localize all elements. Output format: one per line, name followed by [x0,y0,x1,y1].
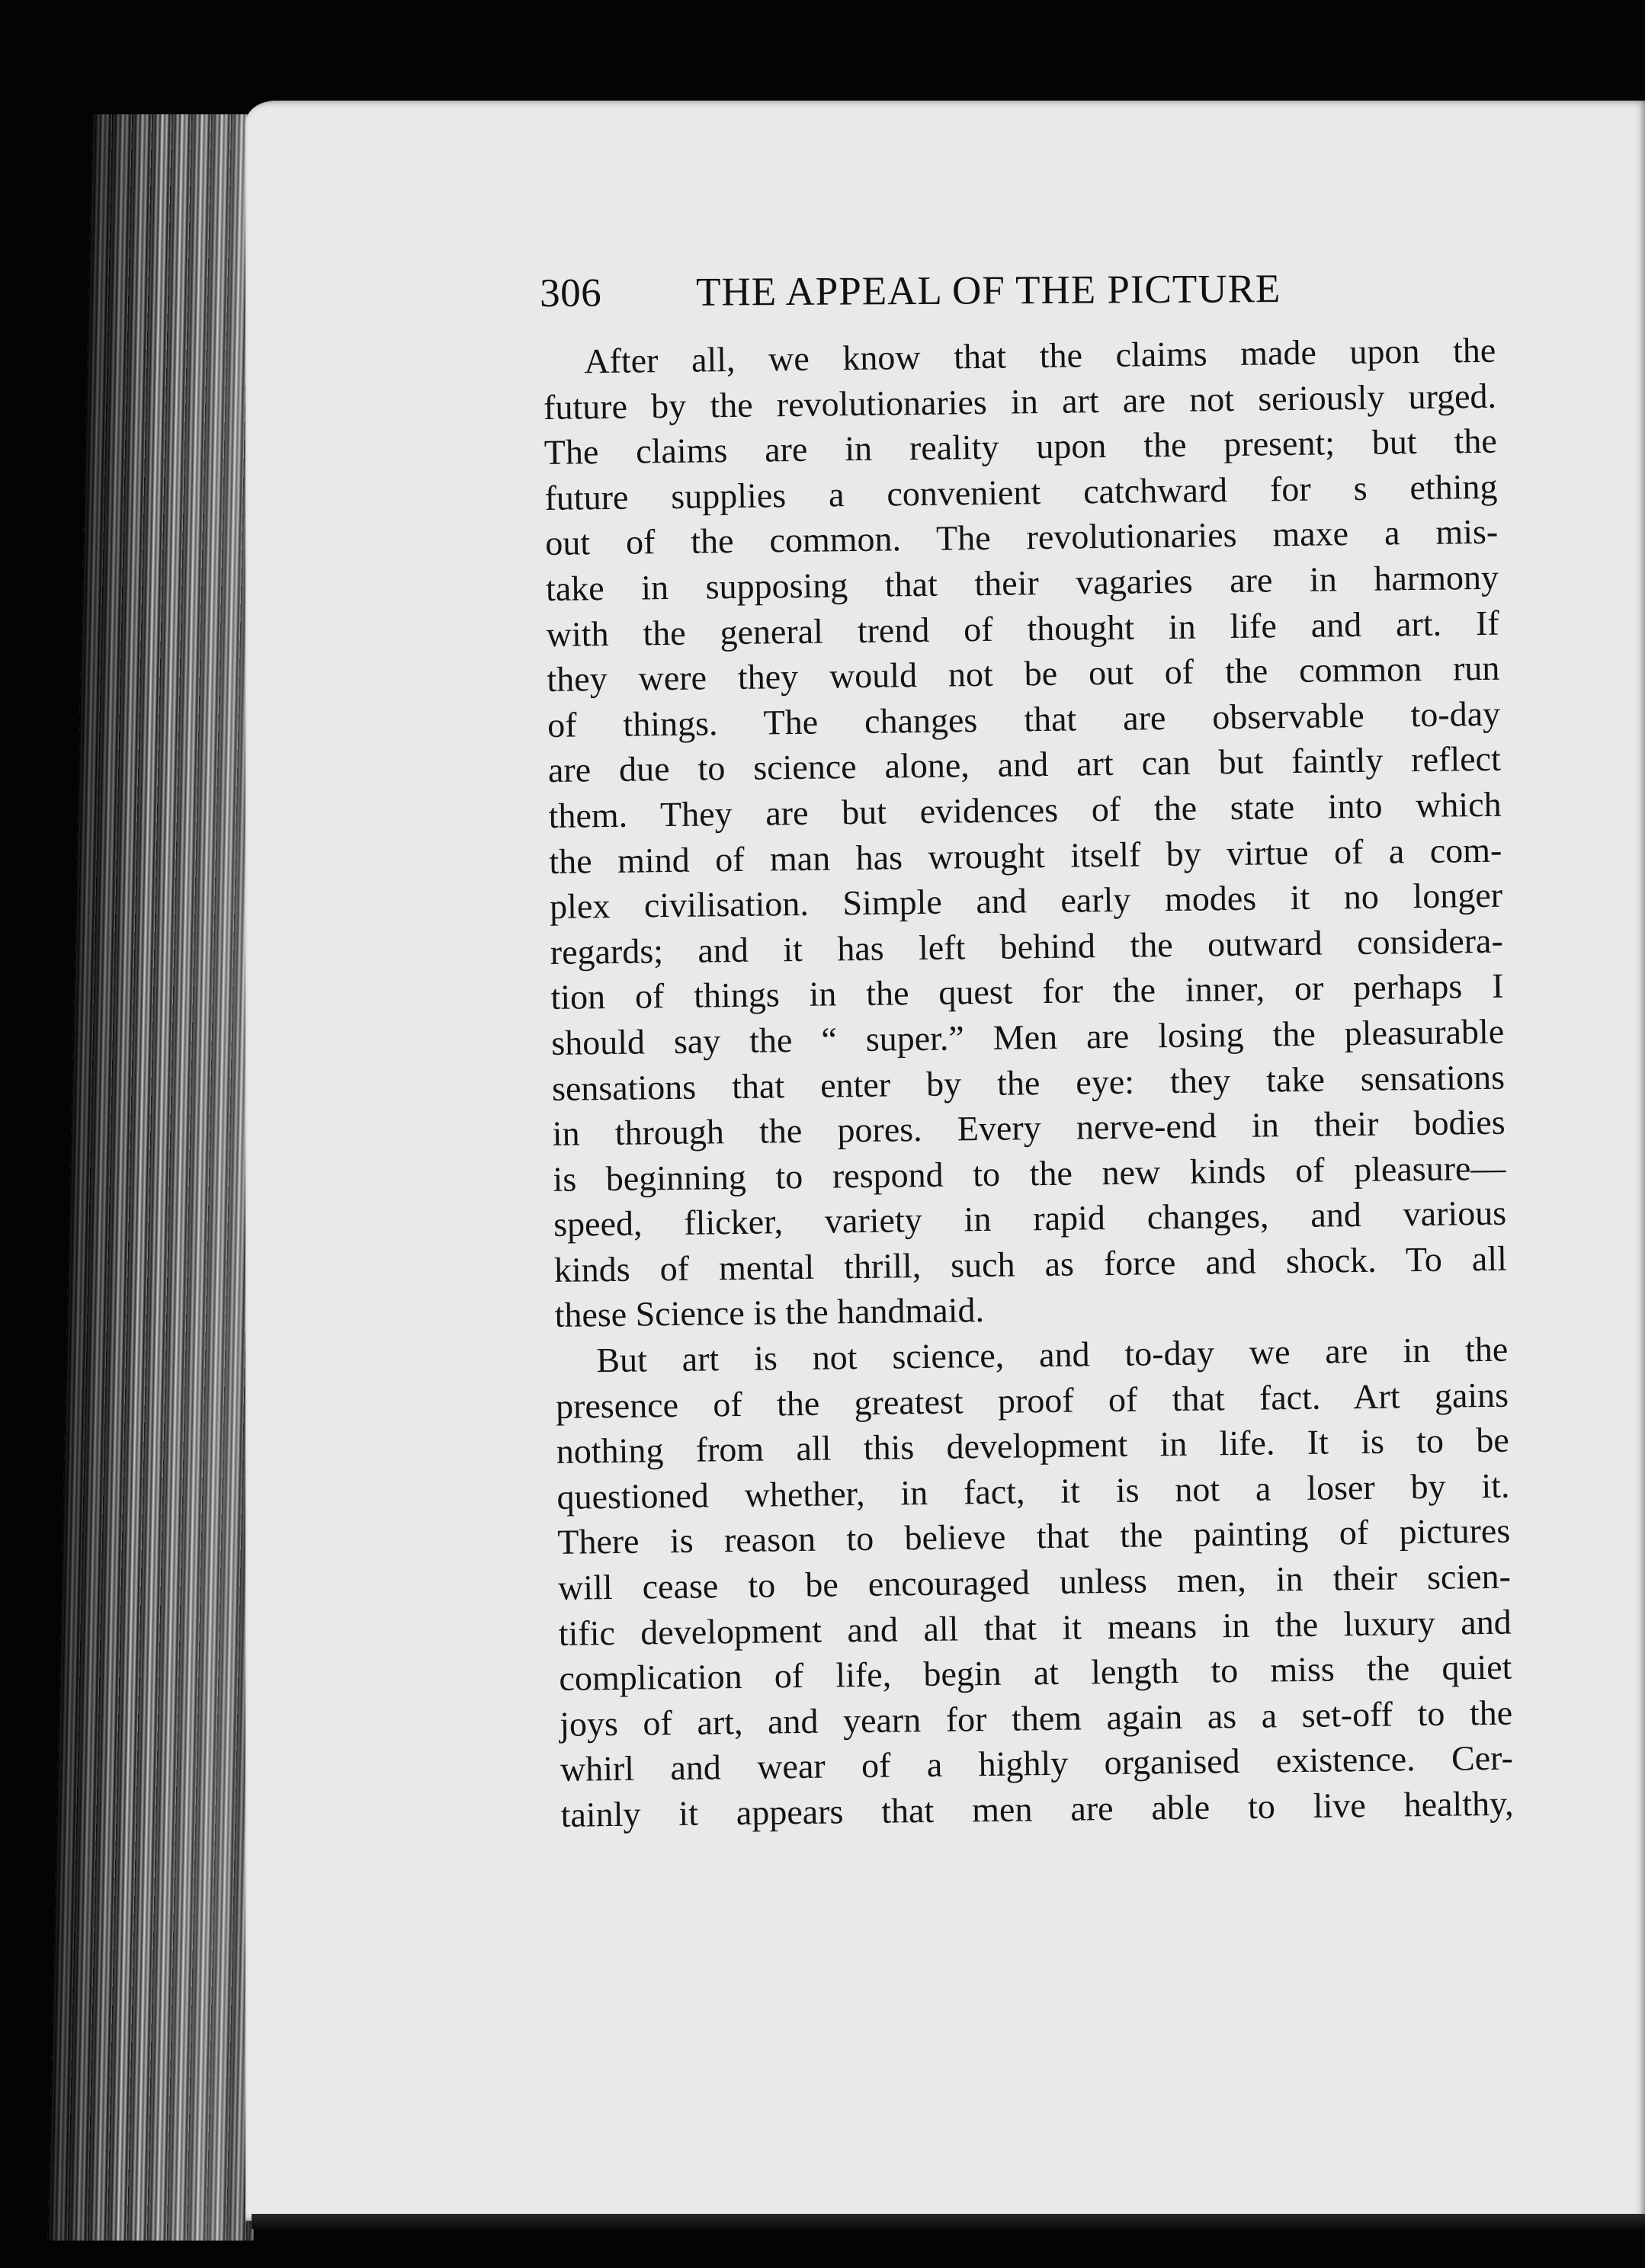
text-line: future by the revolutionaries in art are not seriously urged. [543,376,1497,427]
text-line: they were they would not be out of the common run [547,648,1500,700]
text-line: these Science is the handmaid. [554,1290,985,1335]
text-line: The claims are in reality upon the present; but the [544,421,1498,472]
text-line: complication of life, begin at length to miss the quiet [559,1647,1512,1699]
text-line: speed, flicker, variety in rapid changes, and various [553,1193,1507,1245]
text-line: questioned whether, in fact, it is not a loser by it. [556,1466,1510,1517]
text-line: plex civilisation. Simple and early modes it no longer [549,875,1503,927]
text-line: is beginning to respond to the new kinds of pleasure— [553,1148,1506,1199]
text-line: There is reason to believe that the painting of pictures [556,1511,1511,1562]
text-line: future supplies a convenient catchward for s ething [544,466,1498,517]
text-line: them. They are but evidences of the state into which [548,784,1502,835]
text-line: regards; and it has left behind the outward considera- [550,921,1504,972]
text-line: tion of things in the quest for the inner, or perhaps I [550,966,1504,1017]
page-number: 306 [540,271,602,316]
text-line: whirl and wear of a highly organised existence. Cer- [560,1738,1514,1789]
text-line: But art is not science, and to-day we are in the [596,1329,1509,1380]
text-line: tainly it appears that men are able to live healthy, [560,1783,1514,1834]
text-line: are due to science alone, and art can but faintly reflect [547,739,1502,790]
text-line: joys of art, and yearn for them again as a set-off to the [559,1693,1513,1744]
text-line: take in supposing that their vagaries are in harmony [545,557,1499,608]
text-line: in through the pores. Every nerve-end in their bodies [552,1102,1506,1154]
text-line: sensations that enter by the eye: they take sensations [551,1057,1506,1108]
text-line: with the general trend of thought in life and art. If [546,603,1499,654]
text-line: nothing from all this development in life. It is to be [556,1420,1510,1472]
body-text [543,328,1514,1838]
text-line: of things. The changes that are observable to-day [547,694,1501,745]
running-title: THE APPEAL OF THE PICTURE [696,267,1281,315]
text-line: the mind of man has wrought itself by virtue of a com- [549,830,1502,881]
page-bottom-shadow [252,2214,1645,2229]
running-head [540,264,1531,316]
text-line: tific development and all that it means in the luxury and [558,1602,1512,1653]
text-line: out of the common. The revolutionaries maxe a mis- [544,512,1499,563]
text-line: will cease to be encouraged unless men, in their scien- [557,1556,1512,1607]
text-line: should say the “ super.” Men are losing the pleasurable [550,1011,1505,1062]
text-line: After all, we know that the claims made upon the [584,330,1496,381]
text-line: presence of the greatest proof of that fact. Art gains [555,1375,1509,1426]
text-line: kinds of mental thrill, such as force and shock. To all [553,1238,1508,1289]
